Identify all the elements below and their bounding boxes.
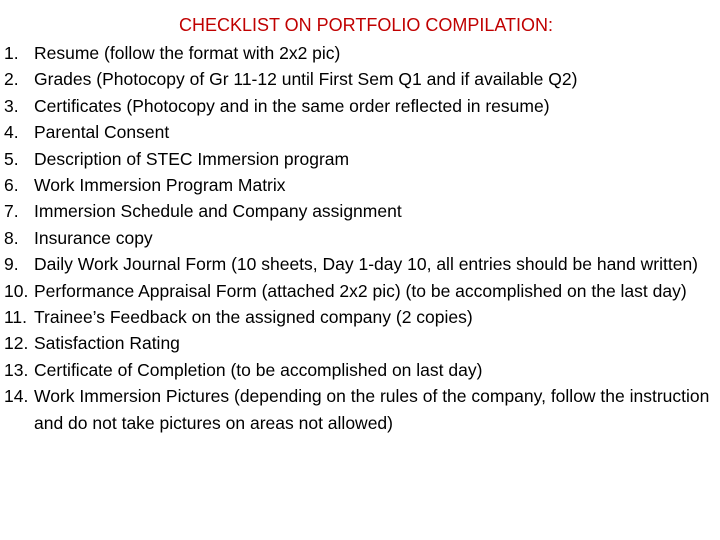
item-text: Parental Consent [34, 122, 170, 143]
item-text: Work Immersion Pictures (depending on the rules of the company, follow the instruction and do not take pictures on areas not allowed) [34, 386, 710, 433]
item-number: 6. [4, 175, 19, 196]
item-text: Certificates (Photocopy and in the same order reflected in resume) [34, 95, 550, 116]
page-title: CHECKLIST ON PORTFOLIO COMPILATION: [178, 15, 554, 35]
list-item [4, 225, 720, 251]
list-item [4, 278, 720, 304]
list-item [4, 66, 720, 92]
list-item [4, 119, 720, 145]
item-text: Trainee’s Feedback on the assigned company (2 copies) [34, 307, 473, 328]
item-text: Satisfaction Rating [34, 333, 180, 354]
item-number: 13. [4, 359, 29, 380]
checklist [4, 40, 720, 436]
item-number: 3. [4, 95, 19, 116]
item-text: Immersion Schedule and Company assignment [34, 201, 402, 222]
item-number: 5. [4, 148, 19, 169]
item-text: Resume (follow the format with 2x2 pic) [34, 43, 341, 63]
list-item [4, 383, 720, 436]
item-number: 11. [4, 307, 28, 328]
list-item [4, 304, 720, 330]
item-number: 14. [4, 386, 29, 407]
list-item [4, 330, 720, 356]
list-item [4, 146, 720, 172]
item-number: 2. [4, 69, 19, 90]
item-text: Grades (Photocopy of Gr 11-12 until First Sem Q1 and if available Q2) [34, 69, 578, 90]
list-item [4, 251, 720, 277]
list-item [4, 93, 720, 119]
item-text: Daily Work Journal Form (10 sheets, Day 1-day 10, all entries should be hand written) [34, 254, 699, 275]
item-number: 1. [4, 43, 19, 63]
list-item [4, 172, 720, 198]
item-number: 10. [4, 280, 29, 301]
list-item [4, 40, 720, 66]
item-number: 8. [4, 227, 19, 248]
item-text: Performance Appraisal Form (attached 2x2 pic) (to be accomplished on the last day) [34, 280, 687, 301]
item-number: 4. [4, 122, 19, 143]
list-item [4, 198, 720, 224]
item-number: 9. [4, 254, 19, 275]
list-item [4, 357, 720, 383]
item-text: Description of STEC Immersion program [34, 148, 350, 169]
item-number: 7. [4, 201, 19, 222]
item-text: Work Immersion Program Matrix [34, 175, 286, 196]
item-text: Insurance copy [34, 227, 153, 248]
item-text: Certificate of Completion (to be accomplished on last day) [34, 359, 483, 380]
item-number: 12. [4, 333, 29, 354]
